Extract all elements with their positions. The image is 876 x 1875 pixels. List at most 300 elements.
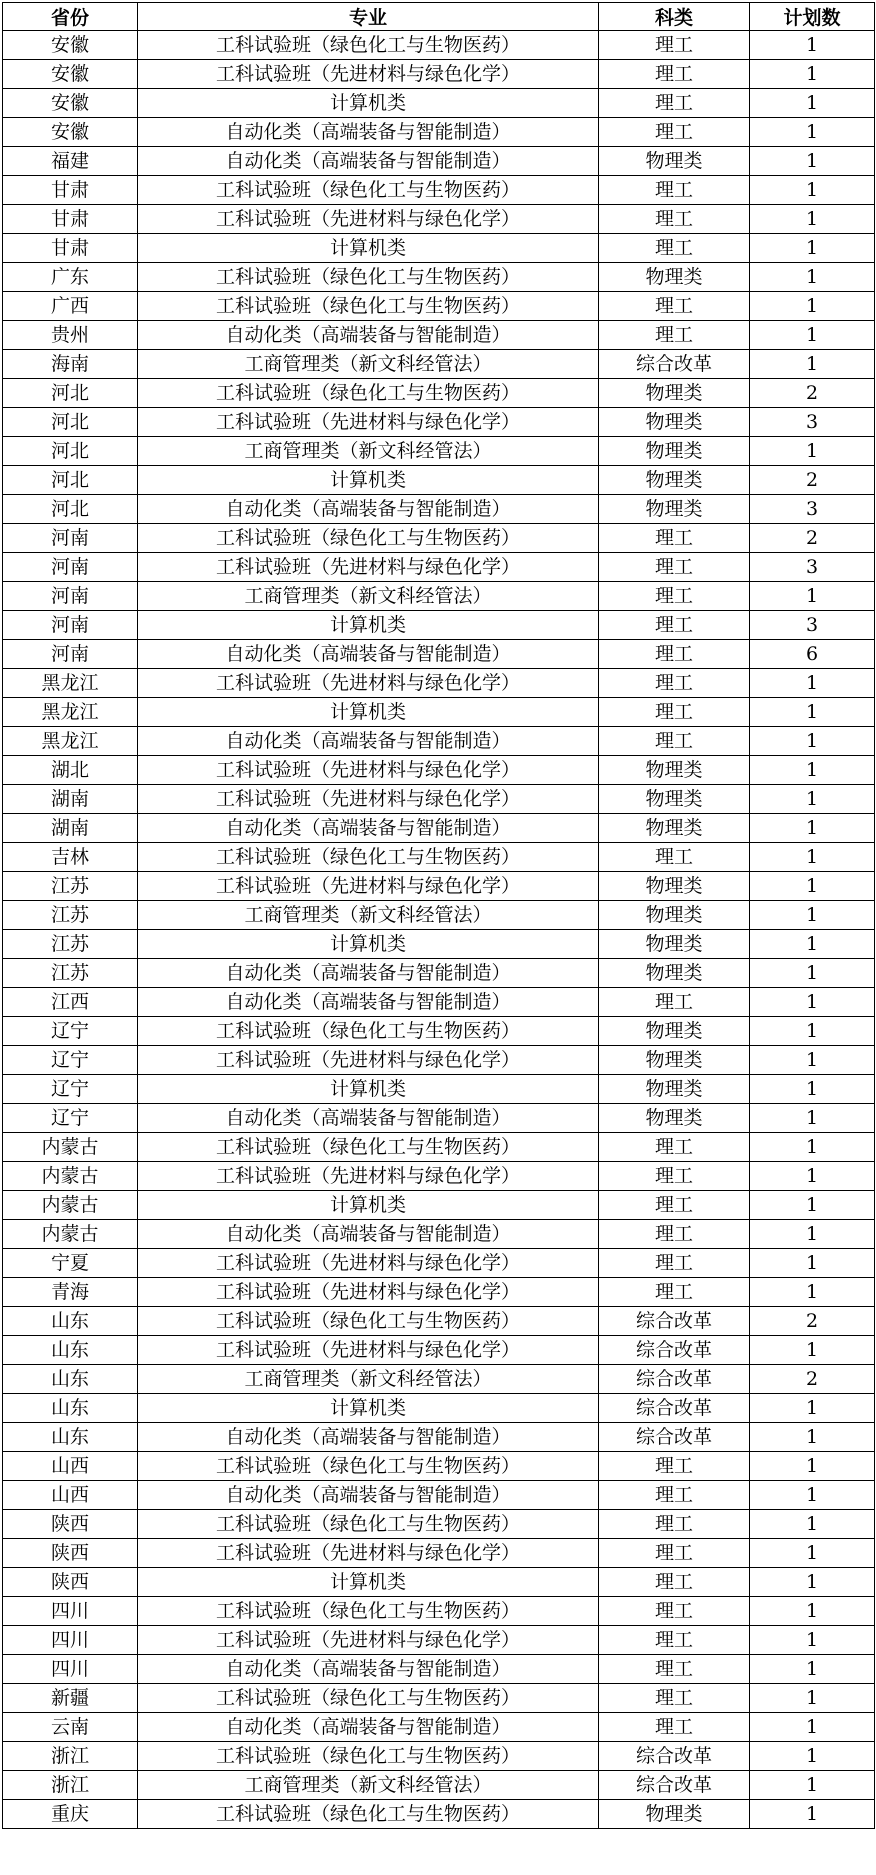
cell-type: 综合改革 [599,1307,750,1336]
cell-count: 1 [750,1162,875,1191]
cell-province: 黑龙江 [3,727,138,756]
table-row [3,1568,875,1597]
cell-type: 物理类 [599,959,750,988]
cell-major: 工商管理类（新文科经管法） [138,437,599,466]
table-row [3,176,875,205]
cell-major: 工科试验班（绿色化工与生物医药） [138,292,599,321]
cell-type: 物理类 [599,1017,750,1046]
header-row [3,3,875,31]
table-row [3,553,875,582]
cell-major: 工科试验班（绿色化工与生物医药） [138,1133,599,1162]
cell-type: 理工 [599,1162,750,1191]
cell-major: 自动化类（高端装备与智能制造） [138,1423,599,1452]
cell-province: 四川 [3,1655,138,1684]
cell-type: 理工 [599,292,750,321]
cell-province: 新疆 [3,1684,138,1713]
cell-count: 1 [750,1655,875,1684]
cell-type: 理工 [599,1626,750,1655]
table-row [3,437,875,466]
table-row [3,60,875,89]
cell-province: 黑龙江 [3,698,138,727]
cell-major: 工科试验班（绿色化工与生物医药） [138,1510,599,1539]
cell-count: 1 [750,1046,875,1075]
cell-province: 贵州 [3,321,138,350]
cell-count: 1 [750,756,875,785]
column-header-type: 科类 [599,3,750,31]
cell-count: 1 [750,1075,875,1104]
cell-type: 物理类 [599,379,750,408]
cell-province: 江苏 [3,901,138,930]
cell-count: 1 [750,1452,875,1481]
cell-count: 1 [750,292,875,321]
column-header-count: 计划数 [750,3,875,31]
cell-type: 物理类 [599,1104,750,1133]
cell-count: 6 [750,640,875,669]
cell-count: 1 [750,437,875,466]
cell-count: 1 [750,901,875,930]
cell-type: 物理类 [599,1046,750,1075]
cell-province: 甘肃 [3,176,138,205]
cell-province: 河北 [3,408,138,437]
cell-count: 1 [750,205,875,234]
table-row [3,959,875,988]
cell-province: 河南 [3,582,138,611]
table-row [3,1800,875,1829]
cell-type: 理工 [599,1568,750,1597]
cell-province: 江苏 [3,872,138,901]
cell-count: 1 [750,1742,875,1771]
cell-type: 理工 [599,1713,750,1742]
cell-type: 理工 [599,1278,750,1307]
cell-type: 理工 [599,1510,750,1539]
cell-count: 1 [750,582,875,611]
table-row [3,1162,875,1191]
cell-major: 工科试验班（绿色化工与生物医药） [138,1742,599,1771]
cell-major: 工科试验班（绿色化工与生物医药） [138,524,599,553]
cell-count: 1 [750,1510,875,1539]
table-row [3,1394,875,1423]
cell-count: 1 [750,1481,875,1510]
table-row [3,1423,875,1452]
cell-type: 物理类 [599,147,750,176]
cell-count: 1 [750,263,875,292]
cell-province: 安徽 [3,118,138,147]
cell-count: 1 [750,1713,875,1742]
cell-type: 物理类 [599,1075,750,1104]
table-row [3,524,875,553]
cell-major: 工科试验班（先进材料与绿色化学） [138,60,599,89]
cell-province: 山东 [3,1336,138,1365]
cell-count: 1 [750,60,875,89]
table-row [3,1655,875,1684]
cell-count: 2 [750,1365,875,1394]
cell-major: 计算机类 [138,1394,599,1423]
cell-count: 3 [750,408,875,437]
cell-major: 自动化类（高端装备与智能制造） [138,814,599,843]
cell-province: 云南 [3,1713,138,1742]
cell-type: 物理类 [599,495,750,524]
cell-count: 1 [750,1597,875,1626]
cell-major: 工科试验班（先进材料与绿色化学） [138,408,599,437]
cell-type: 物理类 [599,814,750,843]
table-row [3,843,875,872]
cell-type: 理工 [599,118,750,147]
cell-province: 广西 [3,292,138,321]
cell-type: 物理类 [599,756,750,785]
cell-major: 计算机类 [138,698,599,727]
cell-province: 安徽 [3,31,138,60]
table-row [3,263,875,292]
cell-count: 1 [750,1278,875,1307]
cell-type: 物理类 [599,408,750,437]
cell-province: 海南 [3,350,138,379]
cell-count: 1 [750,1568,875,1597]
cell-count: 1 [750,350,875,379]
cell-count: 1 [750,988,875,1017]
cell-major: 工科试验班（绿色化工与生物医药） [138,1597,599,1626]
cell-count: 2 [750,524,875,553]
cell-count: 1 [750,872,875,901]
cell-major: 计算机类 [138,89,599,118]
cell-count: 1 [750,814,875,843]
cell-province: 山东 [3,1365,138,1394]
cell-province: 山西 [3,1452,138,1481]
cell-major: 工商管理类（新文科经管法） [138,1771,599,1800]
cell-major: 计算机类 [138,611,599,640]
cell-type: 理工 [599,234,750,263]
cell-type: 理工 [599,669,750,698]
table-row [3,1742,875,1771]
table-row [3,1481,875,1510]
cell-major: 工商管理类（新文科经管法） [138,901,599,930]
cell-major: 自动化类（高端装备与智能制造） [138,147,599,176]
cell-province: 辽宁 [3,1104,138,1133]
cell-type: 理工 [599,553,750,582]
table-row [3,1220,875,1249]
table-row [3,814,875,843]
cell-province: 山东 [3,1394,138,1423]
enrollment-plan-table [2,2,875,1829]
cell-type: 理工 [599,611,750,640]
cell-type: 物理类 [599,930,750,959]
table-row [3,408,875,437]
cell-province: 广东 [3,263,138,292]
cell-major: 工科试验班（先进材料与绿色化学） [138,872,599,901]
cell-major: 工科试验班（绿色化工与生物医药） [138,1800,599,1829]
cell-major: 自动化类（高端装备与智能制造） [138,321,599,350]
cell-count: 3 [750,611,875,640]
cell-type: 综合改革 [599,1365,750,1394]
cell-major: 计算机类 [138,1191,599,1220]
cell-count: 1 [750,727,875,756]
table-row [3,1336,875,1365]
cell-province: 山东 [3,1307,138,1336]
cell-type: 理工 [599,1191,750,1220]
cell-count: 1 [750,698,875,727]
table-row [3,611,875,640]
table-row [3,1075,875,1104]
cell-type: 物理类 [599,901,750,930]
cell-type: 理工 [599,988,750,1017]
cell-major: 自动化类（高端装备与智能制造） [138,118,599,147]
cell-type: 理工 [599,176,750,205]
table-header [3,3,875,31]
cell-type: 物理类 [599,466,750,495]
table-row [3,205,875,234]
cell-province: 内蒙古 [3,1191,138,1220]
table-row [3,1046,875,1075]
cell-province: 内蒙古 [3,1133,138,1162]
table-row [3,1684,875,1713]
cell-major: 工科试验班（先进材料与绿色化学） [138,1249,599,1278]
cell-type: 综合改革 [599,1423,750,1452]
cell-major: 自动化类（高端装备与智能制造） [138,640,599,669]
cell-major: 计算机类 [138,930,599,959]
table-row [3,1307,875,1336]
cell-major: 工科试验班（绿色化工与生物医药） [138,31,599,60]
cell-major: 自动化类（高端装备与智能制造） [138,1220,599,1249]
cell-major: 工科试验班（先进材料与绿色化学） [138,553,599,582]
cell-province: 江苏 [3,930,138,959]
cell-major: 自动化类（高端装备与智能制造） [138,495,599,524]
cell-major: 计算机类 [138,466,599,495]
cell-province: 福建 [3,147,138,176]
cell-count: 3 [750,495,875,524]
cell-province: 山西 [3,1481,138,1510]
cell-type: 理工 [599,727,750,756]
cell-count: 1 [750,1017,875,1046]
table-row [3,1365,875,1394]
cell-major: 工科试验班（绿色化工与生物医药） [138,1684,599,1713]
cell-count: 1 [750,1539,875,1568]
cell-type: 理工 [599,205,750,234]
table-row [3,1626,875,1655]
cell-province: 浙江 [3,1742,138,1771]
cell-count: 1 [750,118,875,147]
cell-province: 湖南 [3,785,138,814]
table-row [3,31,875,60]
cell-province: 陕西 [3,1510,138,1539]
table-row [3,1133,875,1162]
cell-province: 湖北 [3,756,138,785]
cell-type: 理工 [599,31,750,60]
cell-province: 河南 [3,640,138,669]
cell-type: 综合改革 [599,1742,750,1771]
cell-province: 黑龙江 [3,669,138,698]
cell-count: 1 [750,843,875,872]
cell-type: 理工 [599,60,750,89]
table-row [3,1510,875,1539]
table-row [3,640,875,669]
table-row [3,1278,875,1307]
table-row [3,582,875,611]
cell-count: 1 [750,89,875,118]
cell-count: 1 [750,234,875,263]
cell-type: 理工 [599,1655,750,1684]
table-row [3,234,875,263]
cell-type: 理工 [599,1481,750,1510]
table-row [3,1191,875,1220]
table-row [3,727,875,756]
cell-major: 计算机类 [138,234,599,263]
cell-count: 1 [750,1191,875,1220]
cell-count: 1 [750,1771,875,1800]
table-row [3,901,875,930]
cell-count: 1 [750,1220,875,1249]
table-row [3,872,875,901]
cell-province: 四川 [3,1626,138,1655]
cell-count: 1 [750,1336,875,1365]
cell-count: 1 [750,1133,875,1162]
table-row [3,698,875,727]
cell-major: 工商管理类（新文科经管法） [138,1365,599,1394]
cell-province: 青海 [3,1278,138,1307]
cell-type: 理工 [599,321,750,350]
cell-province: 内蒙古 [3,1162,138,1191]
cell-major: 工商管理类（新文科经管法） [138,350,599,379]
cell-type: 理工 [599,1597,750,1626]
cell-type: 物理类 [599,872,750,901]
cell-major: 工科试验班（先进材料与绿色化学） [138,1626,599,1655]
cell-major: 工科试验班（绿色化工与生物医药） [138,1307,599,1336]
cell-type: 物理类 [599,785,750,814]
cell-type: 理工 [599,524,750,553]
table-row [3,466,875,495]
cell-count: 1 [750,930,875,959]
cell-count: 1 [750,1249,875,1278]
cell-type: 综合改革 [599,1394,750,1423]
cell-count: 1 [750,669,875,698]
cell-major: 工科试验班（先进材料与绿色化学） [138,1336,599,1365]
cell-major: 工科试验班（绿色化工与生物医药） [138,176,599,205]
cell-type: 物理类 [599,1800,750,1829]
table-row [3,785,875,814]
cell-province: 辽宁 [3,1046,138,1075]
cell-province: 河南 [3,553,138,582]
cell-province: 甘肃 [3,234,138,263]
cell-major: 工科试验班（绿色化工与生物医药） [138,1452,599,1481]
table-row [3,756,875,785]
table-row [3,379,875,408]
table-row [3,292,875,321]
cell-count: 1 [750,1104,875,1133]
table-row [3,930,875,959]
cell-major: 自动化类（高端装备与智能制造） [138,1655,599,1684]
cell-type: 理工 [599,1684,750,1713]
cell-major: 自动化类（高端装备与智能制造） [138,1713,599,1742]
table-row [3,669,875,698]
cell-count: 3 [750,553,875,582]
table-row [3,321,875,350]
cell-major: 工科试验班（先进材料与绿色化学） [138,1278,599,1307]
cell-count: 1 [750,147,875,176]
cell-count: 1 [750,321,875,350]
column-header-major: 专业 [138,3,599,31]
cell-major: 自动化类（高端装备与智能制造） [138,727,599,756]
cell-major: 自动化类（高端装备与智能制造） [138,1104,599,1133]
cell-major: 工科试验班（先进材料与绿色化学） [138,1046,599,1075]
cell-count: 1 [750,31,875,60]
table-row [3,1452,875,1481]
table-row [3,147,875,176]
cell-province: 陕西 [3,1568,138,1597]
cell-province: 河北 [3,495,138,524]
cell-major: 工科试验班（先进材料与绿色化学） [138,205,599,234]
table-row [3,1539,875,1568]
cell-province: 安徽 [3,89,138,118]
cell-province: 甘肃 [3,205,138,234]
cell-major: 工科试验班（先进材料与绿色化学） [138,756,599,785]
cell-count: 1 [750,1684,875,1713]
cell-province: 四川 [3,1597,138,1626]
cell-type: 理工 [599,1220,750,1249]
cell-major: 工科试验班（先进材料与绿色化学） [138,669,599,698]
cell-type: 理工 [599,1539,750,1568]
cell-type: 理工 [599,640,750,669]
cell-province: 河南 [3,611,138,640]
cell-type: 理工 [599,1249,750,1278]
cell-count: 1 [750,959,875,988]
cell-province: 吉林 [3,843,138,872]
cell-type: 综合改革 [599,1771,750,1800]
cell-major: 工科试验班（绿色化工与生物医药） [138,379,599,408]
cell-type: 理工 [599,582,750,611]
cell-count: 1 [750,1394,875,1423]
cell-count: 1 [750,176,875,205]
cell-type: 综合改革 [599,1336,750,1365]
cell-province: 内蒙古 [3,1220,138,1249]
table-row [3,1249,875,1278]
cell-major: 工商管理类（新文科经管法） [138,582,599,611]
cell-province: 陕西 [3,1539,138,1568]
cell-province: 辽宁 [3,1075,138,1104]
cell-province: 安徽 [3,60,138,89]
table-row [3,1104,875,1133]
cell-type: 物理类 [599,263,750,292]
cell-province: 山东 [3,1423,138,1452]
cell-province: 辽宁 [3,1017,138,1046]
cell-province: 宁夏 [3,1249,138,1278]
cell-major: 工科试验班（绿色化工与生物医药） [138,843,599,872]
cell-count: 1 [750,785,875,814]
cell-major: 计算机类 [138,1568,599,1597]
cell-type: 理工 [599,89,750,118]
cell-province: 江苏 [3,959,138,988]
cell-count: 2 [750,466,875,495]
column-header-province: 省份 [3,3,138,31]
table-row [3,89,875,118]
cell-type: 综合改革 [599,350,750,379]
cell-type: 理工 [599,1452,750,1481]
cell-major: 自动化类（高端装备与智能制造） [138,988,599,1017]
table-row [3,1713,875,1742]
cell-province: 河北 [3,466,138,495]
cell-count: 2 [750,1307,875,1336]
cell-major: 工科试验班（先进材料与绿色化学） [138,785,599,814]
cell-count: 1 [750,1800,875,1829]
cell-province: 河北 [3,379,138,408]
table-row [3,495,875,524]
cell-major: 工科试验班（绿色化工与生物医药） [138,263,599,292]
table-body [3,31,875,1829]
cell-type: 物理类 [599,437,750,466]
table-row [3,988,875,1017]
cell-major: 自动化类（高端装备与智能制造） [138,1481,599,1510]
cell-major: 计算机类 [138,1075,599,1104]
cell-major: 工科试验班（先进材料与绿色化学） [138,1539,599,1568]
cell-count: 1 [750,1626,875,1655]
cell-type: 理工 [599,698,750,727]
